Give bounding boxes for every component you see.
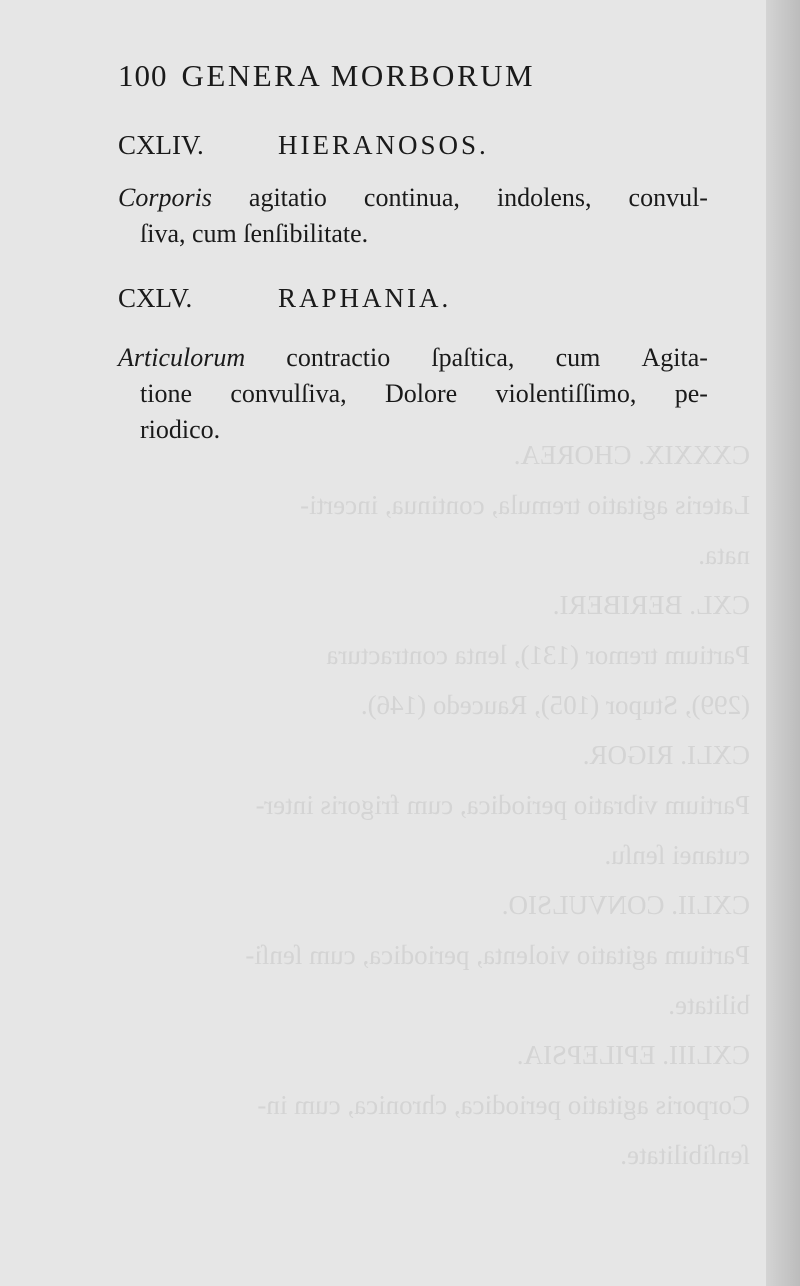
entry-name: RAPHANIA. bbox=[278, 283, 452, 313]
word: Dolore bbox=[384, 379, 458, 408]
word: ſpaſtica, bbox=[431, 343, 515, 372]
bleed-line: Partium agitatio violenta, periodica, cum ſenſi- bbox=[245, 940, 750, 970]
bleed-line: nata. bbox=[698, 540, 750, 570]
word: convulſiva, bbox=[230, 379, 347, 408]
entry-definition bbox=[118, 340, 708, 448]
definition-line: riodico. bbox=[140, 415, 221, 444]
entry-name: HIERANOSOS. bbox=[278, 130, 489, 160]
page-edge-shadow bbox=[766, 0, 800, 1286]
definition-line bbox=[118, 180, 708, 216]
word: indolens, bbox=[496, 183, 592, 212]
entry-definition bbox=[118, 180, 708, 252]
bleed-line: CXL. BERIBERI. bbox=[552, 590, 750, 620]
lead-word: Articulorum bbox=[118, 343, 246, 372]
entry-number: CXLIV. bbox=[118, 130, 204, 160]
page-number: 100 bbox=[118, 58, 168, 93]
entry-heading bbox=[118, 130, 489, 161]
word: violentiſſimo, bbox=[495, 379, 637, 408]
word: convul- bbox=[628, 183, 708, 212]
bleed-line: ſenſibilitate. bbox=[620, 1140, 750, 1170]
bleed-line: CXLII. CONVULSIO. bbox=[501, 890, 750, 920]
bleed-line: cutanei ſenſu. bbox=[604, 840, 750, 870]
bleed-line: Corporis agitatio periodica, chronica, cum in- bbox=[257, 1090, 750, 1120]
definition-line bbox=[118, 340, 708, 376]
definition-line bbox=[118, 376, 708, 412]
word: cum bbox=[555, 343, 601, 372]
bleed-through-text bbox=[150, 430, 750, 1190]
running-title: GENERA MORBORUM bbox=[181, 58, 536, 93]
word: continua, bbox=[363, 183, 460, 212]
word: pe- bbox=[674, 379, 708, 408]
entry-number: CXLV. bbox=[118, 283, 193, 313]
word: agitatio bbox=[248, 183, 327, 212]
definition-line: ſiva, cum ſenſibilitate. bbox=[140, 219, 369, 248]
bleed-line: CXLI. RIGOR. bbox=[582, 740, 750, 770]
entry-heading bbox=[118, 283, 451, 314]
word: contractio bbox=[286, 343, 391, 372]
running-header bbox=[118, 58, 535, 94]
bleed-line: CXXXIX. CHOREA. bbox=[513, 440, 750, 470]
bleed-line: Partium vibratio periodica, cum frigoris inter- bbox=[255, 790, 750, 820]
bleed-line: (299), Stupor (105), Raucedo (146). bbox=[360, 690, 750, 720]
bleed-line: Partium tremor (131), lenta contractura bbox=[326, 640, 750, 670]
word: tione bbox=[140, 379, 192, 408]
lead-word: Corporis bbox=[118, 183, 212, 212]
bleed-line: bilitate. bbox=[668, 990, 750, 1020]
word: Agita- bbox=[641, 343, 708, 372]
bleed-line: CXLIII. EPILEPSIA. bbox=[516, 1040, 750, 1070]
bleed-line: Lateris agitatio tremula, continua, incerti- bbox=[300, 490, 750, 520]
